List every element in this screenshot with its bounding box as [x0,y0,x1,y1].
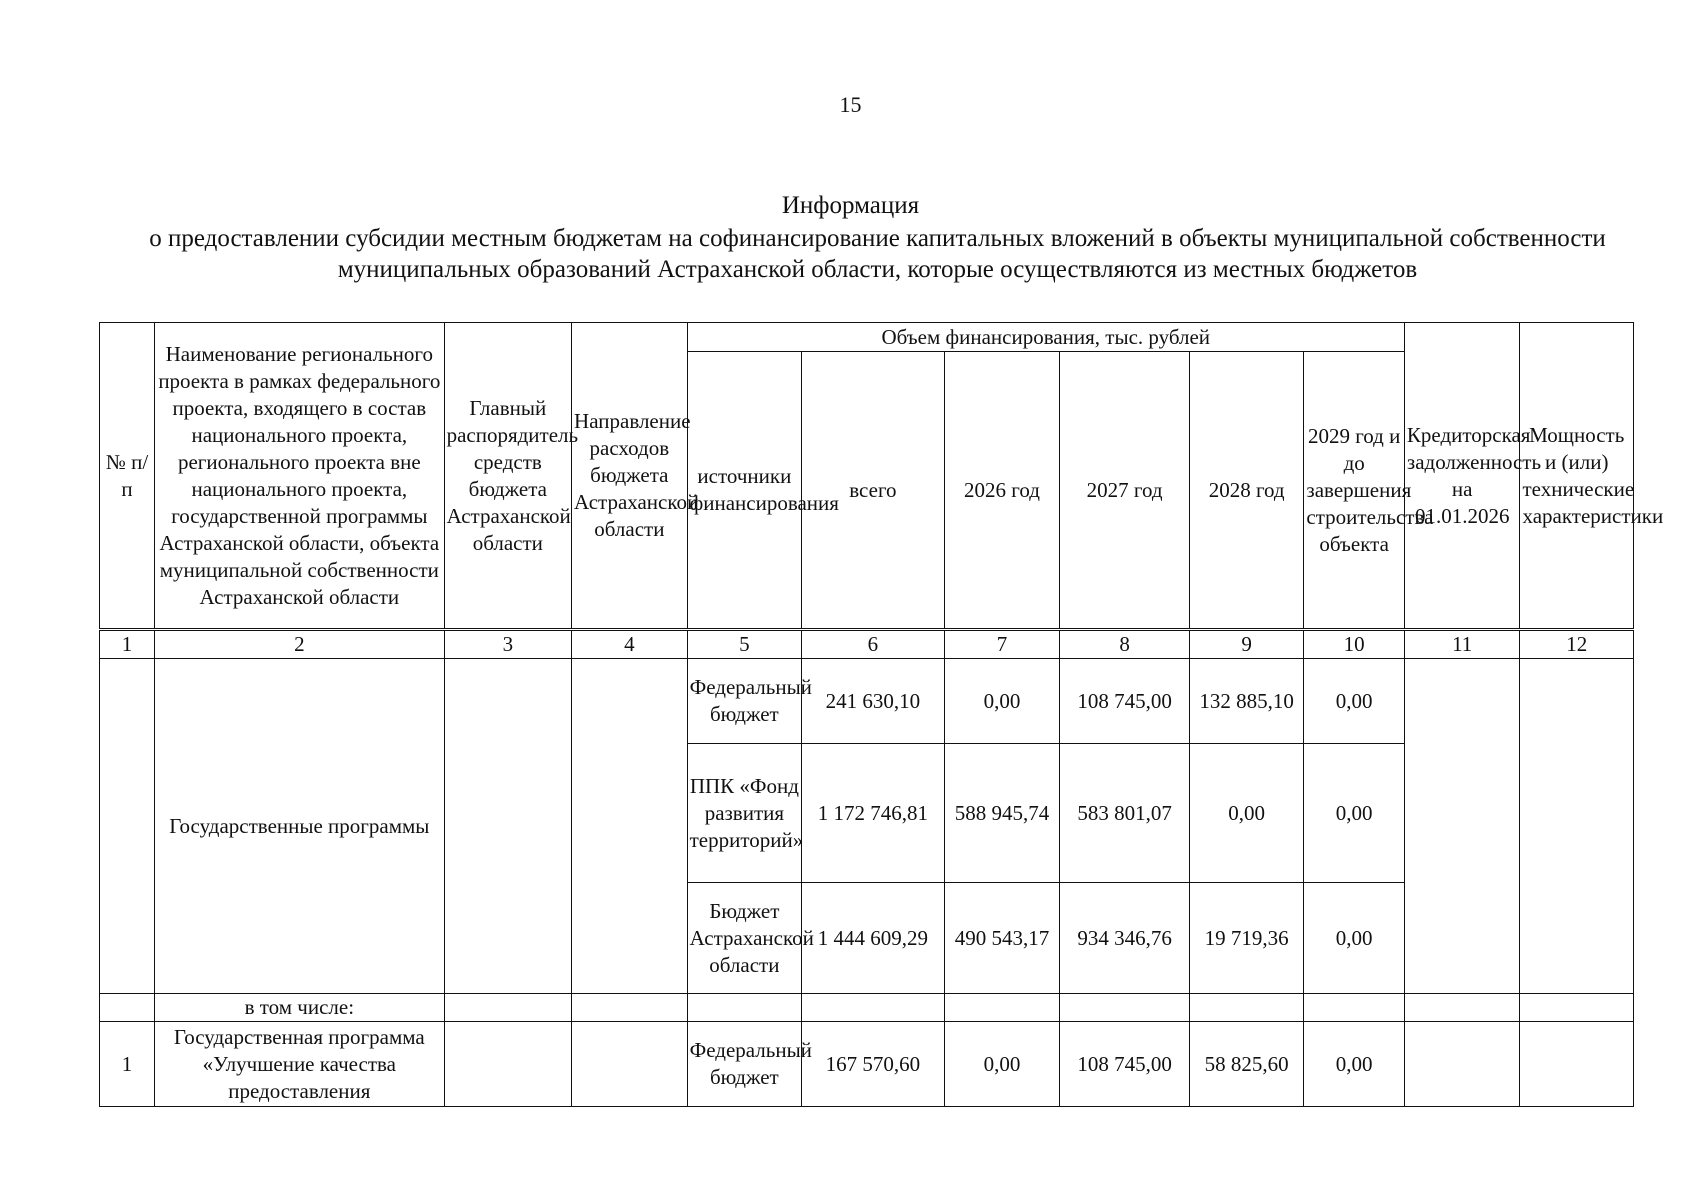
total-cell: 167 570,60 [802,1022,945,1107]
y2026-cell: 588 945,74 [944,744,1060,883]
column-number: 1 [100,630,155,659]
column-number: 7 [944,630,1060,659]
including-num-cell [100,994,155,1022]
column-number: 12 [1520,630,1634,659]
column-number: 5 [687,630,802,659]
column-number: 4 [572,630,688,659]
document-title: Информация [781,192,920,219]
header-2029: 2029 год и до завершения строительства объекта [1304,352,1405,630]
column-number: 6 [802,630,945,659]
source-cell: Федеральный бюджет [687,1022,802,1107]
empty-cell [1520,1022,1634,1107]
financing-table [99,322,1664,1107]
y2028-cell: 19 719,36 [1189,883,1304,994]
header-2027: 2027 год [1060,352,1190,630]
source-cell: Бюджет Астраханской области [687,883,802,994]
y2026-cell: 490 543,17 [944,883,1060,994]
column-number: 8 [1060,630,1190,659]
y2029-cell: 0,00 [1304,1022,1405,1107]
header-num: № п/п [100,323,155,630]
y2029-cell: 0,00 [1304,659,1405,744]
header-total: всего [802,352,945,630]
y2028-cell: 58 825,60 [1189,1022,1304,1107]
empty-cell [1189,994,1304,1022]
header-capacity: Мощность и (или) технические характеристики [1520,323,1634,630]
group-manager-cell [444,659,571,994]
group-direction-cell [572,659,688,994]
header-manager: Главный распорядитель средств бюджета Астраханской области [444,323,571,630]
empty-cell [444,994,571,1022]
empty-cell [802,994,945,1022]
header-direction: Направление расходов бюджета Астраханской области [572,323,688,630]
total-cell: 1 444 609,29 [802,883,945,994]
column-number: 2 [155,630,445,659]
empty-cell [1304,994,1405,1022]
y2027-cell: 108 745,00 [1060,659,1190,744]
including-label: в том числе: [155,994,445,1022]
column-number: 3 [444,630,571,659]
header-row-1 [100,323,1634,352]
empty-cell [1060,994,1190,1022]
table-row [100,659,1634,744]
column-number: 9 [1189,630,1304,659]
empty-cell [572,1022,688,1107]
y2029-cell: 0,00 [1304,883,1405,994]
program-name: Государственная программа «Улучшение качества предоставления [155,1022,445,1107]
empty-cell [1404,994,1520,1022]
y2028-cell: 0,00 [1189,744,1304,883]
source-cell: Федеральный бюджет [687,659,802,744]
column-number: 10 [1304,630,1405,659]
source-cell: ППК «Фонд развития территорий» [687,744,802,883]
y2027-cell: 934 346,76 [1060,883,1190,994]
empty-cell [1404,1022,1520,1107]
header-sources: источники финансирования [687,352,802,630]
empty-cell [572,994,688,1022]
empty-cell [1520,994,1634,1022]
y2026-cell: 0,00 [944,1022,1060,1107]
table-row [100,1022,1634,1107]
header-debt: Кредиторская задолженность на 01.01.2026 [1404,323,1520,630]
group-capacity-cell [1520,659,1634,994]
column-number: 11 [1404,630,1520,659]
header-financing: Объем финансирования, тыс. рублей [687,323,1404,352]
empty-cell [687,994,802,1022]
header-2026: 2026 год [944,352,1060,630]
total-cell: 241 630,10 [802,659,945,744]
document-subtitle: о предоставлении субсидии местным бюджетам на софинансирование капитальных вложений в объекты муниципальной собственности муниципальных образований Астраханской области, которые осуществляются из местных бюджетов [149,225,1606,283]
group-debt-cell [1404,659,1520,994]
column-number-row [100,630,1634,659]
y2027-cell: 108 745,00 [1060,1022,1190,1107]
y2026-cell: 0,00 [944,659,1060,744]
group-name: Государственные программы [155,659,445,994]
y2028-cell: 132 885,10 [1189,659,1304,744]
y2027-cell: 583 801,07 [1060,744,1190,883]
group-num-cell [100,659,155,994]
total-cell: 1 172 746,81 [802,744,945,883]
header-name: Наименование регионального проекта в рамках федерального проекта, входящего в состав национального проекта, регионального проекта вне национального проекта, государственной программы Астраханской области, объекта муниципальной собственности Астраханской области [155,323,445,630]
program-num: 1 [100,1022,155,1107]
y2029-cell: 0,00 [1304,744,1405,883]
empty-cell [444,1022,571,1107]
including-row [100,994,1634,1022]
empty-cell [944,994,1060,1022]
page-number: 15 [839,92,862,117]
header-2028: 2028 год [1189,352,1304,630]
